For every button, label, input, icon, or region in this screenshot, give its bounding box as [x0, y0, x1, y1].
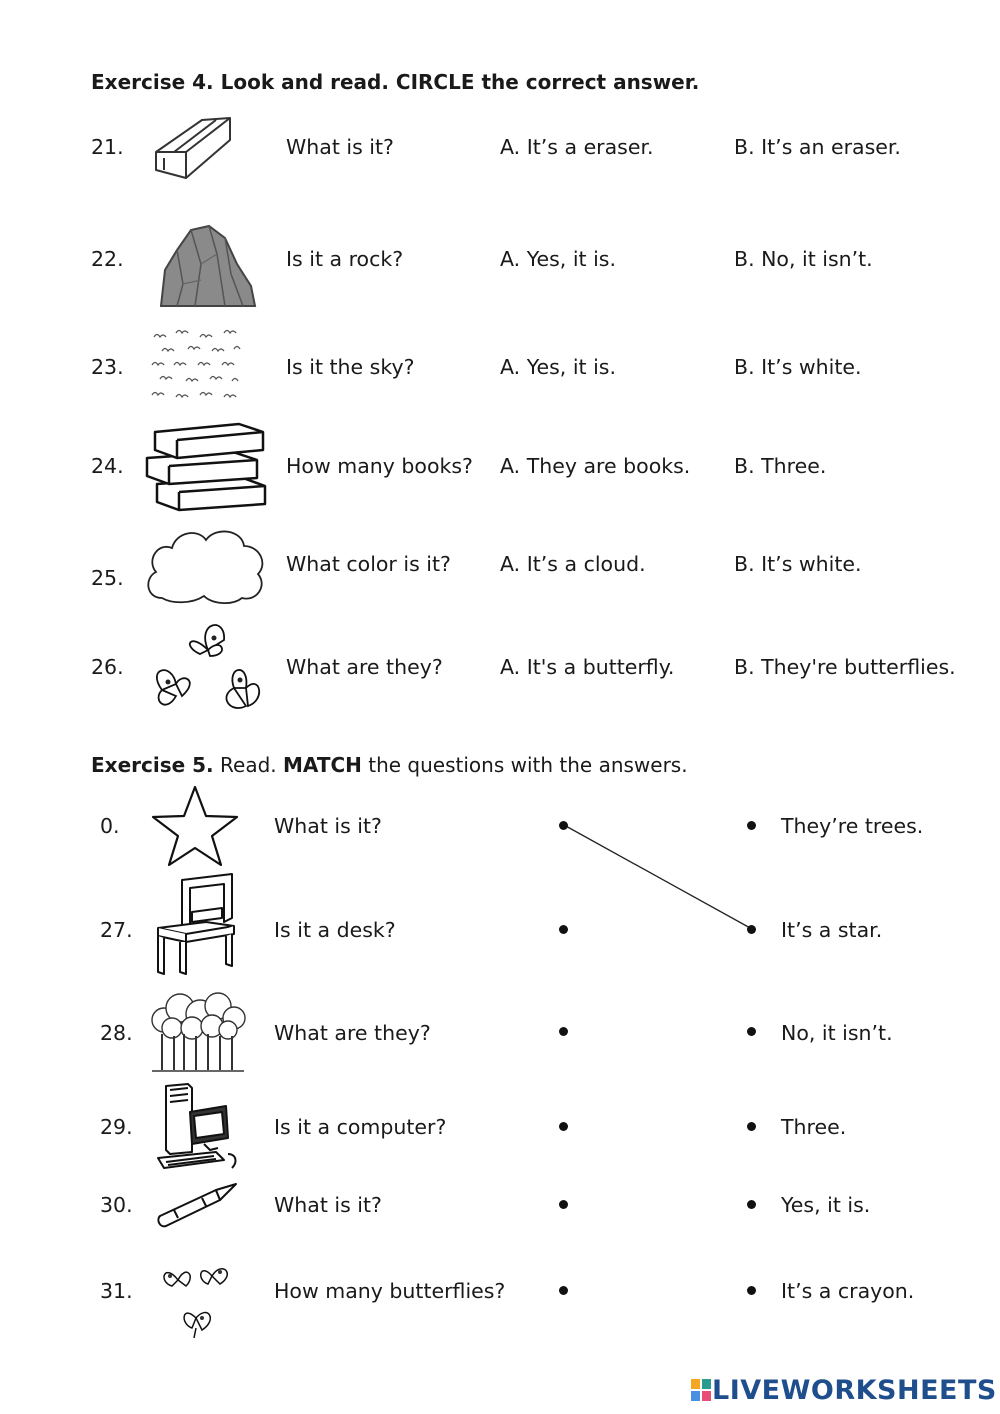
question-text: What are they? — [286, 655, 443, 679]
option-a[interactable]: A. Yes, it is. — [500, 247, 616, 271]
question-dot[interactable] — [559, 925, 568, 934]
option-b[interactable]: B. Three. — [734, 454, 827, 478]
liveworksheets-logo[interactable] — [690, 1374, 997, 1406]
question-dot[interactable] — [559, 1122, 568, 1131]
exercise4-title: Exercise 4. Look and read. CIRCLE the correct answer. — [91, 70, 700, 94]
option-b[interactable]: B. No, it isn’t. — [734, 247, 873, 271]
question-text: Is it the sky? — [286, 355, 415, 379]
match-answer: No, it isn’t. — [781, 1021, 893, 1045]
match-question: What is it? — [274, 1193, 382, 1217]
answer-dot[interactable] — [747, 1122, 756, 1131]
item-number: 26. — [91, 655, 124, 679]
match-answer: It’s a crayon. — [781, 1279, 915, 1303]
logo-icon — [690, 1377, 712, 1403]
item-number: 23. — [91, 355, 124, 379]
exercise5-title-label: Exercise 5. — [91, 753, 214, 777]
item-number: 25. — [91, 566, 124, 590]
question-text: What is it? — [286, 135, 394, 159]
question-dot[interactable] — [559, 1286, 568, 1295]
answer-dot[interactable] — [747, 1200, 756, 1209]
match-answer: They’re trees. — [781, 814, 924, 838]
option-a[interactable]: A. Yes, it is. — [500, 355, 616, 379]
item-number: 31. — [100, 1279, 133, 1303]
star-icon — [150, 784, 240, 868]
match-question: What is it? — [274, 814, 382, 838]
option-a[interactable]: A. They are books. — [500, 454, 691, 478]
exercise5-title-match: MATCH — [282, 753, 362, 777]
question-text: Is it a rock? — [286, 247, 404, 271]
match-answer: Yes, it is. — [781, 1193, 871, 1217]
option-b[interactable]: B. It’s white. — [734, 552, 862, 576]
question-dot[interactable] — [559, 821, 568, 830]
crayon-icon — [154, 1180, 240, 1232]
option-a[interactable]: A. It’s a cloud. — [500, 552, 646, 576]
answer-dot[interactable] — [747, 1027, 756, 1036]
option-b[interactable]: B. It’s white. — [734, 355, 862, 379]
match-question: What are they? — [274, 1021, 431, 1045]
answer-dot[interactable] — [747, 821, 756, 830]
question-text: How many books? — [286, 454, 473, 478]
option-a[interactable]: A. It's a butterfly. — [500, 655, 675, 679]
item-number: 30. — [100, 1193, 133, 1217]
option-a[interactable]: A. It’s a eraser. — [500, 135, 654, 159]
item-number: 28. — [100, 1021, 133, 1045]
exercise5-title-end: the questions with the answers. — [361, 753, 688, 777]
match-question: Is it a computer? — [274, 1115, 447, 1139]
item-number: 21. — [91, 135, 124, 159]
exercise5-title-mid: Read. — [213, 753, 283, 777]
question-dot[interactable] — [559, 1200, 568, 1209]
logo-text: LIVEWORKSHEETS — [712, 1374, 997, 1406]
item-number: 29. — [100, 1115, 133, 1139]
question-dot[interactable] — [559, 1027, 568, 1036]
match-answer: Three. — [781, 1115, 847, 1139]
match-question: How many butterflies? — [274, 1279, 506, 1303]
butterflies-icon — [156, 1258, 240, 1342]
answer-dot[interactable] — [747, 925, 756, 934]
item-number: 22. — [91, 247, 124, 271]
match-answer: It’s a star. — [781, 918, 883, 942]
answer-dot[interactable] — [747, 1286, 756, 1295]
match-question: Is it a desk? — [274, 918, 396, 942]
computer-icon — [152, 1082, 242, 1174]
chair-icon — [152, 872, 240, 976]
option-b[interactable]: B. They're butterflies. — [734, 655, 956, 679]
item-number: 0. — [100, 814, 120, 838]
item-number: 24. — [91, 454, 124, 478]
item-number: 27. — [100, 918, 133, 942]
option-b[interactable]: B. It’s an eraser. — [734, 135, 901, 159]
trees-icon — [150, 990, 246, 1074]
question-text: What color is it? — [286, 552, 451, 576]
